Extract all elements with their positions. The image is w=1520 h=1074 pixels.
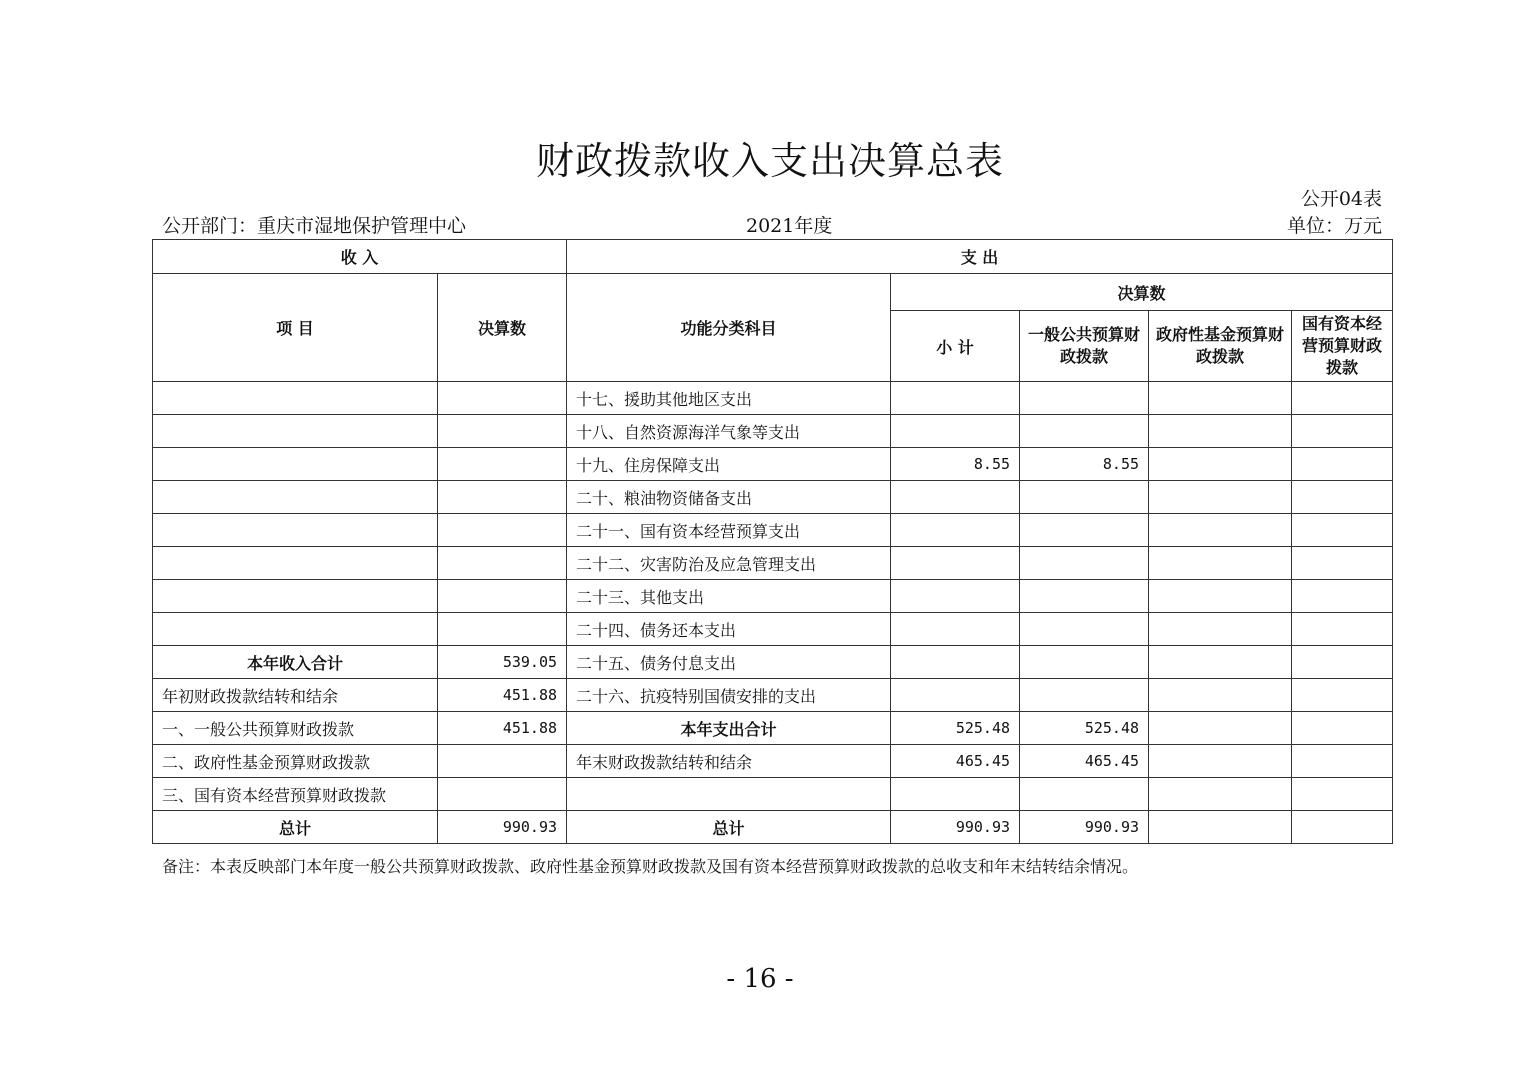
income-amount-cell bbox=[438, 481, 567, 514]
gov-fund-cell bbox=[1149, 415, 1292, 448]
general-budget-cell bbox=[1020, 679, 1149, 712]
subtotal-cell bbox=[891, 646, 1020, 679]
general-budget-cell: 525.48 bbox=[1020, 712, 1149, 745]
item-cell bbox=[153, 382, 438, 415]
expense-item-cell: 十九、住房保障支出 bbox=[567, 448, 891, 481]
income-amount-cell: 990.93 bbox=[438, 811, 567, 844]
income-amount-cell bbox=[438, 745, 567, 778]
state-capital-cell bbox=[1292, 580, 1393, 613]
state-capital-cell bbox=[1292, 514, 1393, 547]
item-cell: 本年收入合计 bbox=[153, 646, 438, 679]
gov-fund-cell bbox=[1149, 646, 1292, 679]
gov-fund-cell bbox=[1149, 382, 1292, 415]
subtotal-cell bbox=[891, 778, 1020, 811]
item-cell bbox=[153, 481, 438, 514]
item-cell bbox=[153, 514, 438, 547]
subtotal-cell bbox=[891, 580, 1020, 613]
state-capital-cell bbox=[1292, 382, 1393, 415]
table-row bbox=[153, 646, 1393, 679]
gov-fund-cell bbox=[1149, 811, 1292, 844]
subtotal-cell: 8.55 bbox=[891, 448, 1020, 481]
general-budget-cell bbox=[1020, 415, 1149, 448]
expense-item-cell: 二十四、债务还本支出 bbox=[567, 613, 891, 646]
gov-fund-cell bbox=[1149, 745, 1292, 778]
item-header: 项 目 bbox=[153, 274, 438, 382]
page-number: - 16 - bbox=[726, 964, 794, 994]
state-capital-cell bbox=[1292, 778, 1393, 811]
item-cell: 三、国有资本经营预算财政拨款 bbox=[153, 778, 438, 811]
table-row bbox=[153, 778, 1393, 811]
item-cell bbox=[153, 415, 438, 448]
expense-item-cell: 年末财政拨款结转和结余 bbox=[567, 745, 891, 778]
income-amount-cell bbox=[438, 415, 567, 448]
expense-item-cell: 总计 bbox=[567, 811, 891, 844]
form-number: 公开04表 bbox=[1300, 188, 1382, 210]
subtotal-cell bbox=[891, 613, 1020, 646]
item-cell: 二、政府性基金预算财政拨款 bbox=[153, 745, 438, 778]
table-row bbox=[153, 712, 1393, 745]
income-amount-cell bbox=[438, 514, 567, 547]
state-capital-cell bbox=[1292, 712, 1393, 745]
item-cell: 总计 bbox=[153, 811, 438, 844]
income-amount-cell bbox=[438, 580, 567, 613]
general-budget-cell bbox=[1020, 382, 1149, 415]
gov-fund-cell bbox=[1149, 778, 1292, 811]
income-amount-cell bbox=[438, 448, 567, 481]
budget-table bbox=[152, 239, 1393, 844]
state-capital-cell bbox=[1292, 481, 1393, 514]
general-budget-cell bbox=[1020, 613, 1149, 646]
gov-fund-cell bbox=[1149, 547, 1292, 580]
income-amount-cell bbox=[438, 547, 567, 580]
subtotal-cell bbox=[891, 679, 1020, 712]
gov-fund-cell bbox=[1149, 514, 1292, 547]
unit-label: 单位：万元 bbox=[1286, 215, 1382, 237]
subtotal-cell: 990.93 bbox=[891, 811, 1020, 844]
department-label: 公开部门：重庆市湿地保护管理中心 bbox=[162, 215, 467, 237]
income-amount-cell bbox=[438, 382, 567, 415]
year-label: 2021年度 bbox=[746, 215, 833, 237]
income-amount-header: 决算数 bbox=[438, 274, 567, 382]
table-row bbox=[153, 514, 1393, 547]
income-amount-cell: 451.88 bbox=[438, 679, 567, 712]
footnote: 备注：本表反映部门本年度一般公共预算财政拨款、政府性基金预算财政拨款及国有资本经营预算财政拨款的总收支和年末结转结余情况。 bbox=[162, 857, 1139, 876]
item-cell bbox=[153, 613, 438, 646]
general-budget-cell bbox=[1020, 547, 1149, 580]
general-budget-cell bbox=[1020, 481, 1149, 514]
income-header: 收 入 bbox=[153, 240, 567, 274]
subtotal-cell bbox=[891, 547, 1020, 580]
table-row bbox=[153, 415, 1393, 448]
item-cell bbox=[153, 547, 438, 580]
table-row bbox=[153, 448, 1393, 481]
general-budget-cell: 990.93 bbox=[1020, 811, 1149, 844]
table-row bbox=[153, 547, 1393, 580]
item-cell bbox=[153, 580, 438, 613]
expense-item-cell: 十八、自然资源海洋气象等支出 bbox=[567, 415, 891, 448]
final-amount-header: 决算数 bbox=[891, 274, 1393, 311]
expense-item-cell: 二十六、抗疫特别国债安排的支出 bbox=[567, 679, 891, 712]
table-row bbox=[153, 679, 1393, 712]
gov-fund-cell bbox=[1149, 481, 1292, 514]
expense-item-cell: 二十、粮油物资储备支出 bbox=[567, 481, 891, 514]
subtotal-cell bbox=[891, 415, 1020, 448]
table-row bbox=[153, 811, 1393, 844]
income-amount-cell bbox=[438, 613, 567, 646]
income-amount-cell bbox=[438, 778, 567, 811]
table-row bbox=[153, 580, 1393, 613]
expense-item-cell bbox=[567, 778, 891, 811]
table-row bbox=[153, 613, 1393, 646]
expense-header: 支 出 bbox=[567, 240, 1393, 274]
general-budget-cell: 465.45 bbox=[1020, 745, 1149, 778]
subtotal-cell bbox=[891, 481, 1020, 514]
table-row bbox=[153, 481, 1393, 514]
item-cell: 一、一般公共预算财政拨款 bbox=[153, 712, 438, 745]
expense-item-cell: 二十三、其他支出 bbox=[567, 580, 891, 613]
gov-fund-cell bbox=[1149, 580, 1292, 613]
general-budget-cell bbox=[1020, 778, 1149, 811]
gov-fund-cell bbox=[1149, 712, 1292, 745]
expense-item-cell: 二十二、灾害防治及应急管理支出 bbox=[567, 547, 891, 580]
subtotal-cell bbox=[891, 382, 1020, 415]
subtotal-cell: 465.45 bbox=[891, 745, 1020, 778]
state-capital-cell bbox=[1292, 547, 1393, 580]
state-capital-cell bbox=[1292, 448, 1393, 481]
table-row bbox=[153, 745, 1393, 778]
state-capital-cell bbox=[1292, 679, 1393, 712]
general-budget-cell bbox=[1020, 580, 1149, 613]
state-capital-header: 国有资本经营预算财政拨款 bbox=[1292, 311, 1393, 382]
page-title: 财政拨款收入支出决算总表 bbox=[535, 139, 1004, 183]
income-amount-cell: 451.88 bbox=[438, 712, 567, 745]
item-cell bbox=[153, 448, 438, 481]
expense-item-cell: 二十五、债务付息支出 bbox=[567, 646, 891, 679]
general-budget-header: 一般公共预算财政拨款 bbox=[1020, 311, 1149, 382]
function-class-header: 功能分类科目 bbox=[567, 274, 891, 382]
gov-fund-cell bbox=[1149, 613, 1292, 646]
state-capital-cell bbox=[1292, 415, 1393, 448]
table-row bbox=[153, 382, 1393, 415]
state-capital-cell bbox=[1292, 745, 1393, 778]
general-budget-cell: 8.55 bbox=[1020, 448, 1149, 481]
item-cell: 年初财政拨款结转和结余 bbox=[153, 679, 438, 712]
subtotal-header: 小 计 bbox=[891, 311, 1020, 382]
state-capital-cell bbox=[1292, 646, 1393, 679]
gov-fund-cell bbox=[1149, 679, 1292, 712]
expense-item-cell: 本年支出合计 bbox=[567, 712, 891, 745]
gov-fund-cell bbox=[1149, 448, 1292, 481]
state-capital-cell bbox=[1292, 811, 1393, 844]
general-budget-cell bbox=[1020, 514, 1149, 547]
general-budget-cell bbox=[1020, 646, 1149, 679]
gov-fund-header: 政府性基金预算财政拨款 bbox=[1149, 311, 1292, 382]
expense-item-cell: 十七、援助其他地区支出 bbox=[567, 382, 891, 415]
subtotal-cell bbox=[891, 514, 1020, 547]
state-capital-cell bbox=[1292, 613, 1393, 646]
subtotal-cell: 525.48 bbox=[891, 712, 1020, 745]
expense-item-cell: 二十一、国有资本经营预算支出 bbox=[567, 514, 891, 547]
income-amount-cell: 539.05 bbox=[438, 646, 567, 679]
